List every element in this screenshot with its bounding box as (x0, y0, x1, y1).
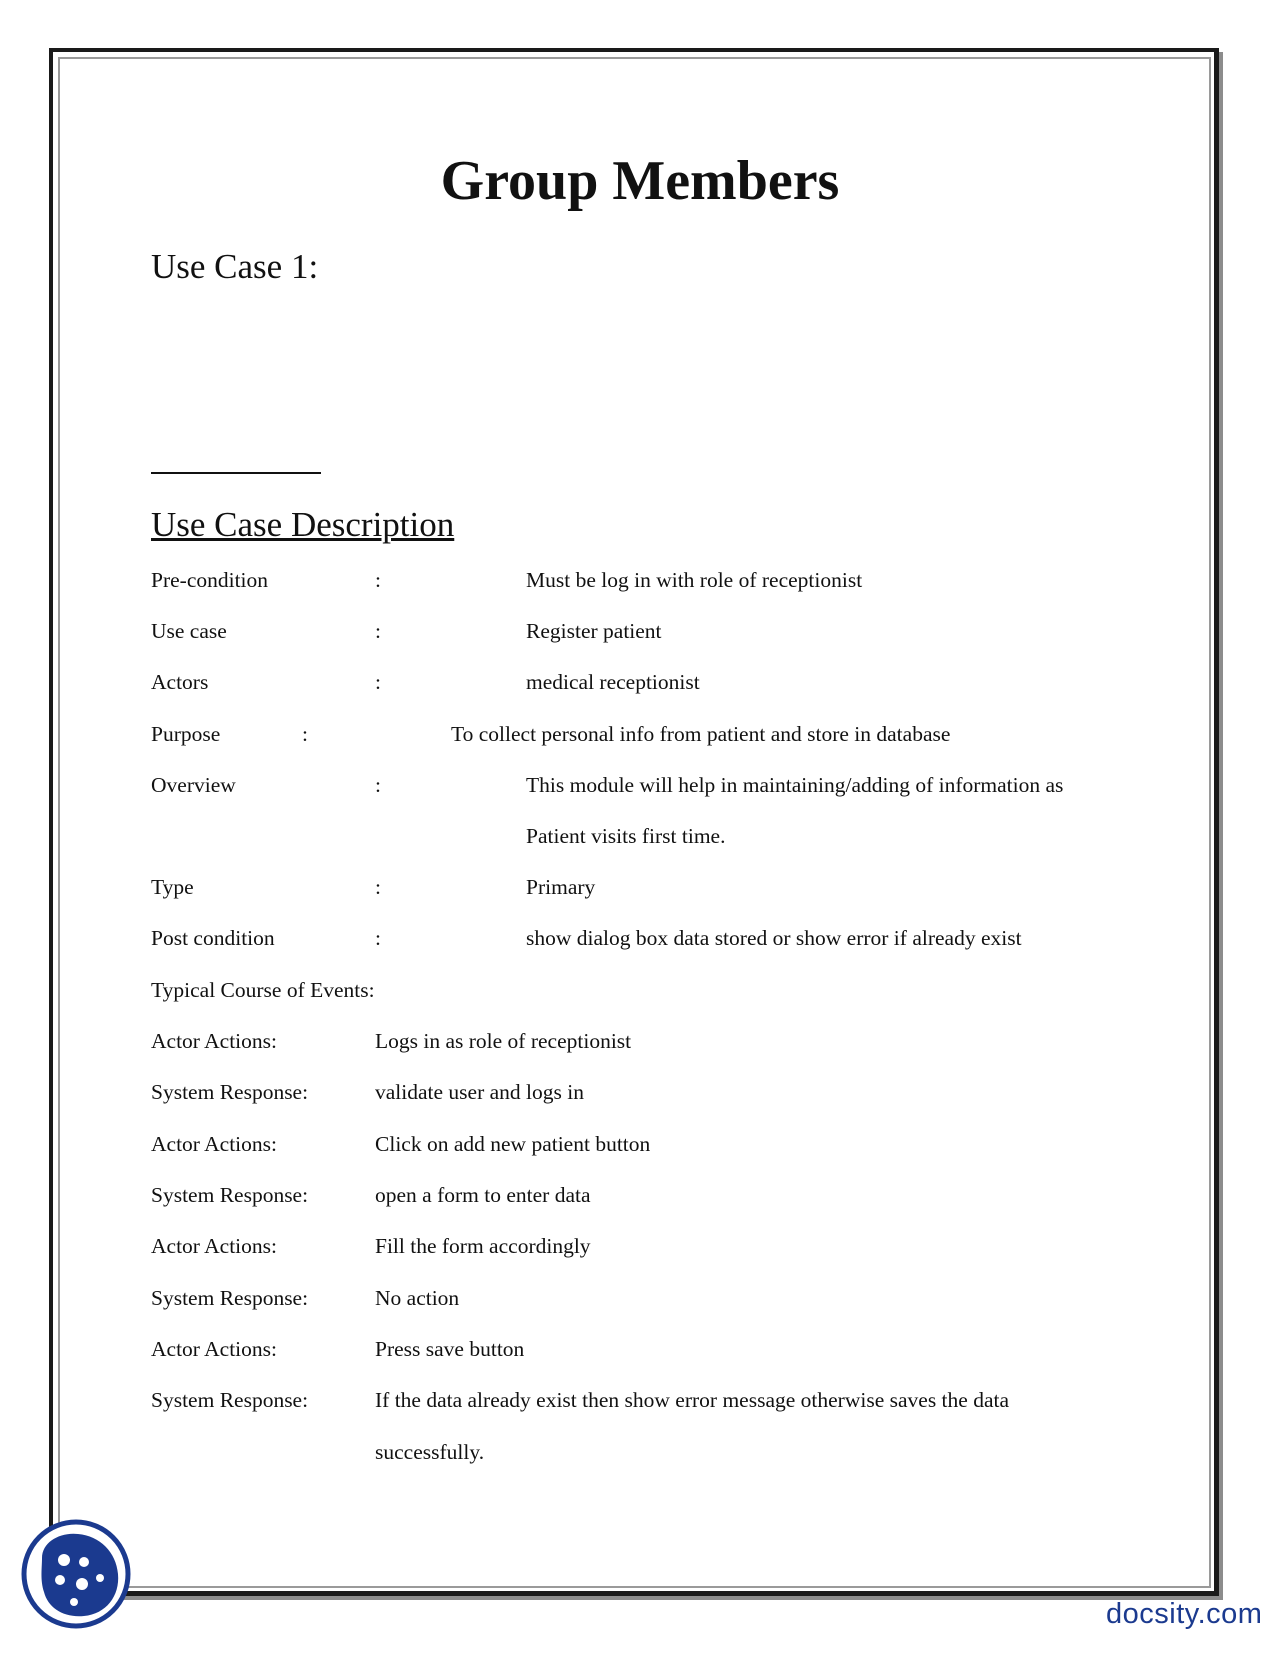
field-value-actors: medical receptionist (526, 670, 700, 694)
field-colon: : (375, 568, 381, 592)
field-value-post-condition: show dialog box data stored or show error if already exist (526, 926, 1022, 950)
field-colon: : (375, 670, 381, 694)
page-title: Group Members (440, 150, 840, 212)
event-label: Actor Actions: (151, 1132, 277, 1156)
event-label: System Response: (151, 1080, 309, 1104)
event-label: System Response: (151, 1286, 309, 1310)
field-value-overview-continued: Patient visits first time. (526, 824, 726, 848)
field-label-post-condition: Post condition (151, 926, 275, 950)
event-value: Fill the form accordingly (375, 1234, 591, 1258)
field-value-precondition: Must be log in with role of receptionist (526, 568, 863, 592)
field-value-use-case: Register patient (526, 619, 662, 643)
use-case-heading: Use Case 1: (151, 247, 319, 286)
field-label-overview: Overview (151, 773, 236, 797)
field-colon: : (375, 926, 381, 950)
field-label-actors: Actors (151, 670, 209, 694)
event-label: System Response: (151, 1183, 309, 1207)
field-colon: : (375, 619, 381, 643)
docsity-logo-icon[interactable] (20, 1518, 132, 1630)
field-label-purpose: Purpose (151, 722, 221, 746)
event-value: validate user and logs in (375, 1080, 584, 1104)
page-shadow-bottom (53, 1596, 1223, 1600)
event-value: No action (375, 1286, 460, 1310)
event-value: Click on add new patient button (375, 1132, 651, 1156)
event-value-continued: successfully. (375, 1440, 485, 1464)
field-value-type: Primary (526, 875, 596, 899)
page-shadow-right (1219, 52, 1223, 1600)
event-value: Press save button (375, 1337, 525, 1361)
field-label-precondition: Pre-condition (151, 568, 269, 592)
event-label: Actor Actions: (151, 1029, 277, 1053)
event-value: open a form to enter data (375, 1183, 591, 1207)
docsity-brand-link[interactable]: docsity.com (1106, 1598, 1263, 1630)
field-label-type: Type (151, 875, 194, 899)
field-value-overview: This module will help in maintaining/adding of information as (526, 773, 1064, 797)
signature-line (151, 472, 321, 474)
event-value: If the data already exist then show error message otherwise saves the data (375, 1388, 1010, 1412)
field-colon: : (302, 722, 308, 746)
event-value: Logs in as role of receptionist (375, 1029, 632, 1053)
event-label: Actor Actions: (151, 1234, 277, 1258)
field-label-use-case: Use case (151, 619, 227, 643)
typical-course-heading: Typical Course of Events: (151, 978, 375, 1002)
event-label: System Response: (151, 1388, 309, 1412)
description-heading: Use Case Description (151, 505, 455, 544)
field-colon: : (375, 773, 381, 797)
field-colon: : (375, 875, 381, 899)
event-label: Actor Actions: (151, 1337, 277, 1361)
field-value-purpose: To collect personal info from patient and store in database (451, 722, 951, 746)
